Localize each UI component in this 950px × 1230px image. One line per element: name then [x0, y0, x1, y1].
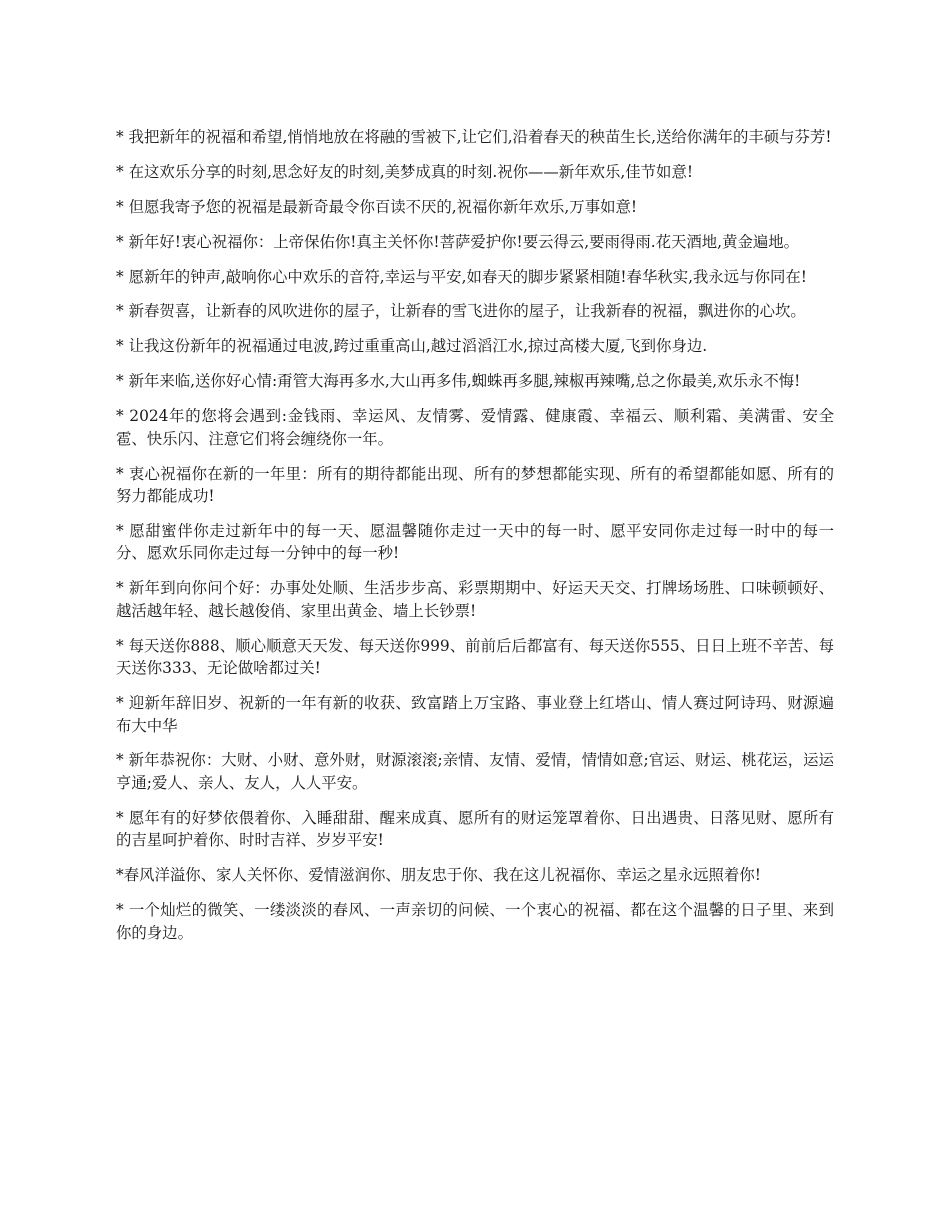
paragraph-16: * 愿年有的好梦依偎着你、入睡甜甜、醒来成真、愿所有的财运笼罩着你、日出遇贵、日落见财、愿所有的吉星呵护着你、时时吉祥、岁岁平安! [116, 808, 834, 850]
paragraph-7: * 让我这份新年的祝福通过电波,跨过重重高山,越过滔滔江水,掠过高楼大厦,飞到你身边. [116, 337, 708, 356]
paragraph-9: * 2024年的您将会遇到:金钱雨、幸运风、友情雾、爱情露、健康霞、幸福云、顺利霜、美满雷、安全雹、快乐闪、注意它们将会缠绕你一年。 [116, 407, 834, 448]
paragraph-3: * 但愿我寄予您的祝福是最新奇最令你百读不厌的,祝福你新年欢乐,万事如意! [116, 197, 638, 216]
paragraph-11: * 愿甜蜜伴你走过新年中的每一天、愿温馨随你走过一天中的每一时、愿平安同你走过每一时中的每一分、愿欢乐同你走过每一分钟中的每一秒! [116, 521, 834, 563]
paragraph-5: * 愿新年的钟声,敲响你心中欢乐的音符,幸运与平安,如春天的脚步紧紧相随!春华秋实,我永远与你同在! [116, 267, 807, 286]
paragraph-15: * 新年恭祝你：大财、小财、意外财，财源滚滚;亲情、友情、爱情，情情如意;官运、财运、桃花运，运运亨通;爱人、亲人、友人，人人平安。 [116, 751, 834, 792]
paragraph-14: * 迎新年辞旧岁、祝新的一年有新的收获、致富踏上万宝路、事业登上红塔山、情人赛过阿诗玛、财源遍布大中华 [116, 694, 834, 735]
paragraph-2: * 在这欢乐分享的时刻,思念好友的时刻,美梦成真的时刻.祝你——新年欢乐,佳节如意! [116, 162, 694, 181]
paragraph-6: * 新春贺喜，让新春的风吹进你的屋子，让新春的雪飞进你的屋子，让我新春的祝福，飘进你的心坎。 [116, 302, 806, 321]
paragraph-4: * 新年好!衷心祝福你：上帝保佑你!真主关怀你!菩萨爱护你!要云得云,要雨得雨.花天酒地,黄金遍地。 [116, 232, 800, 251]
paragraph-1: * 我把新年的祝福和希望,悄悄地放在将融的雪被下,让它们,沿着春天的秧苗生长,送给你满年的丰硕与芬芳! [116, 128, 832, 146]
paragraph-12: * 新年到向你问个好：办事处处顺、生活步步高、彩票期期中、好运天天交、打牌场场胜、口味顿顿好、越活越年轻、越长越俊俏、家里出黄金、墙上长钞票! [116, 579, 834, 620]
document-body [116, 126, 834, 957]
paragraph-10: * 衷心祝福你在新的一年里：所有的期待都能出现、所有的梦想都能实现、所有的希望都能如愿、所有的努力都能成功! [116, 464, 834, 506]
paragraph-8: * 新年来临,送你好心情:甭管大海再多水,大山再多伟,蜘蛛再多腿,辣椒再辣嘴,总之你最美,欢乐永不悔! [116, 372, 801, 391]
paragraph-18: * 一个灿烂的微笑、一缕淡淡的春风、一声亲切的问候、一个衷心的祝福、都在这个温馨的日子里、来到你的身边。 [116, 901, 834, 942]
paragraph-13: * 每天送你888、顺心顺意天天发、每天送你999、前前后后都富有、每天送你555、日日上班不辛苦、每天送你333、无论做啥都过关! [116, 636, 834, 678]
paragraph-17: *春风洋溢你、家人关怀你、爱情滋润你、朋友忠于你、我在这儿祝福你、幸运之星永远照着你! [116, 866, 761, 885]
